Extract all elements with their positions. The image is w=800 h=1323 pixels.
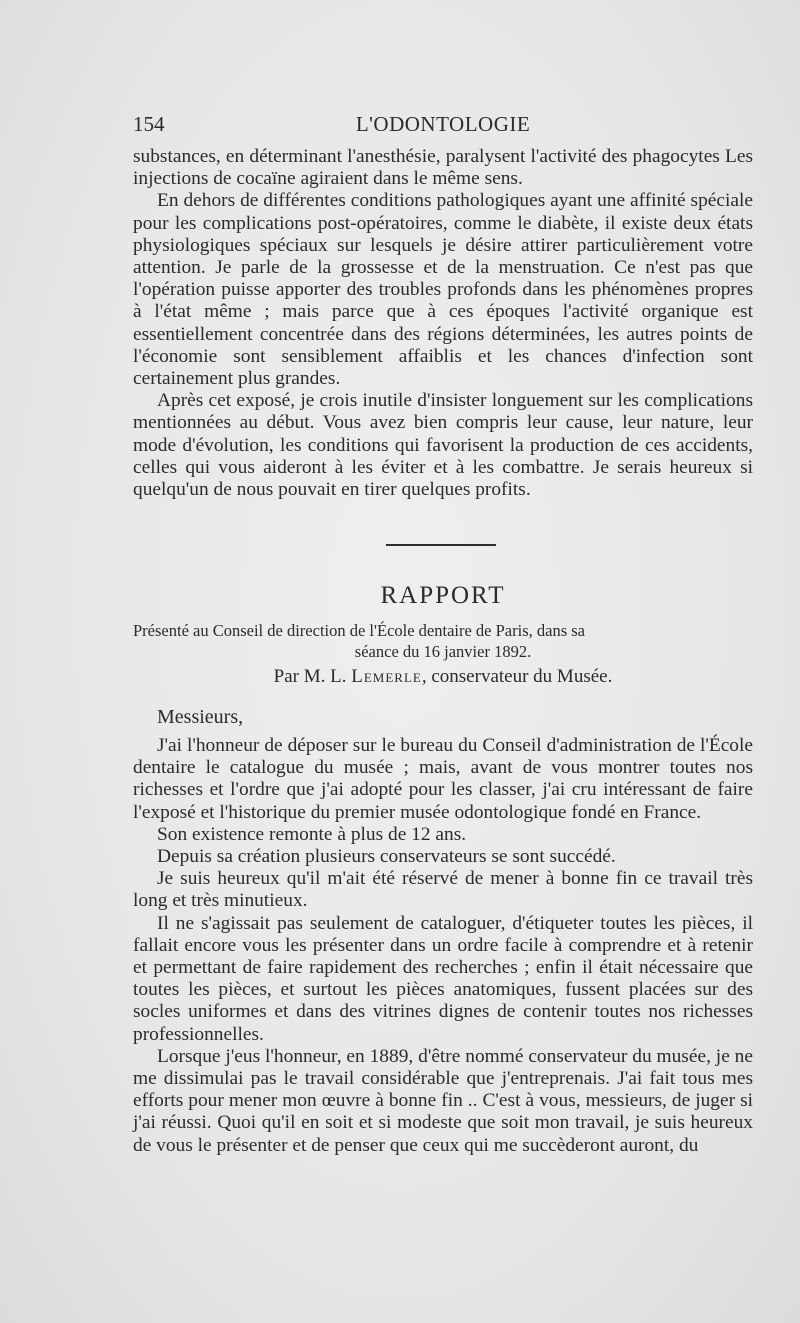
text-block-report [133,735,753,1157]
paragraph: Il ne s'agissait pas seulement de cataloguer, d'étiqueter toutes les pièces, il fallait encore vous les présenter dans un ordre facile à comprendre et à retenir et permettant de faire rapidement des recherches ; enfin il était nécessaire que toutes les pièces, et surtout les pièces anatomiques, fussent placées sur des socles uniformes et dans des vitrines dignes de contenir toutes nos richesses professionnelles. [133,912,753,1045]
paragraph: Lorsque j'eus l'honneur, en 1889, d'être nommé conservateur du musée, je ne me dissimulai pas le travail considérable que j'entreprenais. J'ai fait tous mes efforts pour mener mon œuvre à bonne fin .. C'est à vous, messieurs, de juger si j'ai réussi. Quoi qu'il en soit et si modeste que soit mon travail, je suis heureux de vous le présenter et de penser que ceux qui me succèderont auront, du [133,1045,753,1156]
salutation: Messieurs, [157,706,244,728]
paragraph: Son existence remonte à plus de 12 ans. [157,823,467,845]
author-line [133,666,753,688]
author-suffix: , conservateur du Musée. [421,666,613,687]
paragraph: substances, en déterminant l'anesthésie, paralysent l'activité des phagocytes Les injections de cocaïne agiraient dans le même sens. [133,146,753,190]
author-name: Lemerle [351,666,422,687]
paragraph: Après cet exposé, je crois inutile d'insister longuement sur les complications mentionnées au début. Vous avez bien compris leur cause, leur nature, leur mode d'évolution, les conditions qui favorisent la production de ces accidents, celles qui vous aideront à les éviter et à les combattre. Je serais heureux si quelqu'un de nous pouvait en tirer quelques profits. [133,390,753,501]
author-prefix: Par M. L. [273,666,347,687]
section-title: RAPPORT [380,582,506,609]
page-header [133,112,753,138]
section-divider [386,544,496,546]
paragraph: J'ai l'honneur de déposer sur le bureau du Conseil d'administration de l'École dentaire le catalogue du musée ; mais, avant de vous montrer toutes nos richesses et l'ordre que j'ai adopté pour les classer, j'ai cru intéressant de faire l'exposé et l'historique du premier musée odontologique fondé en France. [133,735,753,823]
paragraph: Depuis sa création plusieurs conservateurs se sont succédé. [157,846,616,868]
report-subtitle [133,620,753,662]
paragraph: Je suis heureux qu'il m'ait été réservé de mener à bonne fin ce travail très long et très minutieux. [133,868,753,912]
text-block-conclusion [133,146,753,501]
paragraph: En dehors de différentes conditions pathologiques ayant une affinité spéciale pour les complications post-opératoires, comme le diabète, il existe deux états physiologiques spéciaux sur lesquels je désire attirer particulièrement votre attention. Je parle de la grossesse et de la menstruation. Ce n'est pas que l'opération puisse apporter des troubles profonds dans les phénomènes propres à l'état même ; mais parce que à ces époques l'activité organique est essentiellement concentrée dans des régions déterminées, les autres points de l'économie sont sensiblement affaiblis et les chances d'infection sont certainement plus grandes. [133,190,753,390]
page-number: 154 [133,112,165,136]
running-title: L'ODONTOLOGIE [355,112,531,136]
subtitle-line-2: séance du 16 janvier 1892. [354,642,532,661]
subtitle-line-1: Présenté au Conseil de direction de l'École dentaire de Paris, dans sa [133,621,585,640]
